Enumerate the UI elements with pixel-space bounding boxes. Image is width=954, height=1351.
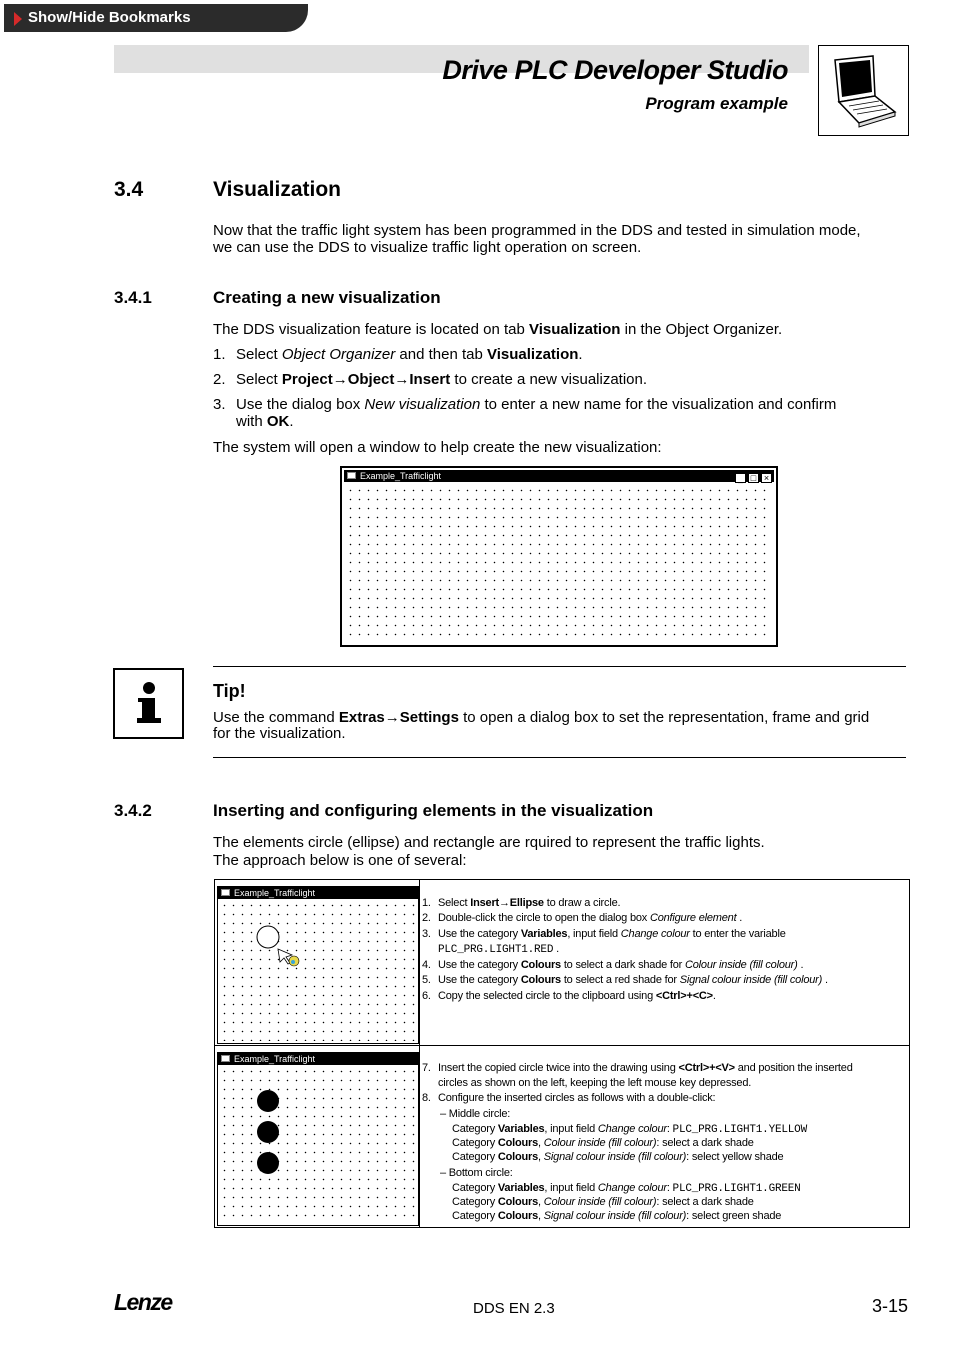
intro-line-1: Now that the traffic light system has been programmed in the DDS and tested in simulation mode, <box>213 222 861 239</box>
elements-intro-2: The approach below is one of several: <box>213 852 467 869</box>
tip-text-2: for the visualization. <box>213 725 346 742</box>
panel1-drawing <box>218 887 418 1043</box>
panel-step-8: 8. Configure the inserted circles as follows with a double-click: <box>422 1092 716 1104</box>
window-app-icon <box>347 472 356 479</box>
panel1-window-title: Example_Trafficlight <box>234 888 316 898</box>
tip-text-1: Use the command Extras→Settings to open a dialog box to set the representation, frame and grid <box>213 709 870 726</box>
panel-step-2: 2. Double-click the circle to open the dialog box Configure element . <box>422 912 743 924</box>
header-title: Drive PLC Developer Studio <box>442 55 788 85</box>
section-title: Visualization <box>213 178 341 201</box>
document-id: DDS EN 2.3 <box>473 1300 555 1317</box>
step-3: 3. Use the dialog box New visualization to enter a new name for the visualization and confirm with OK. <box>213 396 837 430</box>
elements-intro-1: The elements circle (ellipse) and rectangle are rquired to represent the traffic lights. <box>213 834 765 851</box>
steps-table <box>214 879 910 1228</box>
tip-top-rule <box>213 666 906 667</box>
bottom-circle-config: – Bottom circle: Category Variables, input field Change colour: PLC_PRG.LIGHT1.GREEN Category Colours, Colour inside (fill colour): select a dark shade Category Colours, Signal colour inside (fill colour): select green shade <box>440 1167 801 1222</box>
subsection-number-2: 3.4.2 <box>114 801 152 820</box>
arrow-right-icon <box>14 12 22 26</box>
window-titlebar <box>344 470 774 482</box>
header-subtitle: Program example <box>645 94 788 113</box>
panel2-window-title: Example_Trafficlight <box>234 1054 316 1064</box>
visualization-window <box>340 466 778 647</box>
panel-step-5: 5. Use the category Colours to select a red shade for Signal colour inside (fill colour) . <box>422 974 828 986</box>
step-1: 1. Select Object Organizer and then tab Visualization. <box>213 346 583 363</box>
page-number: 3-15 <box>872 1296 909 1316</box>
panel-step-4: 4. Use the category Colours to select a dark shade for Colour inside (fill colour) . <box>422 959 804 971</box>
subsection-title-2: Inserting and configuring elements in the visualization <box>213 801 654 820</box>
panel1-window <box>217 886 419 1044</box>
laptop-icon <box>818 45 909 136</box>
close-button[interactable]: × <box>761 473 772 483</box>
tip-heading: Tip! <box>213 681 246 701</box>
minimize-button[interactable]: _ <box>735 473 746 483</box>
show-hide-bookmarks-button[interactable] <box>4 4 308 32</box>
info-icon <box>113 668 184 739</box>
step-2: 2. Select Project→Object→Insert to create a new visualization. <box>213 371 648 388</box>
panel2-drawing <box>218 1053 418 1225</box>
panel-step-3: 3. Use the category Variables, input field Change colour to enter the variable PLC_PRG.LIGHT1.RED . <box>422 928 786 956</box>
section-number: 3.4 <box>114 178 144 201</box>
table-column-divider <box>419 880 420 1227</box>
panel-step-6: 6. Copy the selected circle to the clipboard using <Ctrl>+<C>. <box>422 990 716 1002</box>
visualization-intro: The DDS visualization feature is located on tab Visualization in the Object Organizer. <box>213 321 783 338</box>
lenze-logo: Lenze <box>114 1289 172 1315</box>
window-title: Example_Trafficlight <box>360 471 442 481</box>
visualization-grid <box>346 486 772 641</box>
bookmarks-label: Show/Hide Bookmarks <box>28 9 191 26</box>
tip-bottom-rule <box>213 757 906 758</box>
panel-step-7: 7. Insert the copied circle twice into the drawing using <Ctrl>+<V> and position the inserted circles as shown on the left, keeping the left mouse key depressed. <box>422 1062 853 1089</box>
subsection-number: 3.4.1 <box>114 288 152 307</box>
maximize-button[interactable]: □ <box>748 473 759 483</box>
panel-step-1: 1. Select Insert→Ellipse to draw a circle. <box>422 897 621 909</box>
intro-line-2: we can use the DDS to visualize traffic light operation on screen. <box>213 239 642 256</box>
subsection-title: Creating a new visualization <box>213 288 441 307</box>
middle-circle-config: – Middle circle: Category Variables, input field Change colour: PLC_PRG.LIGHT1.YELLOW Category Colours, Colour inside (fill colour): select a dark shade Category Colours, Signal colour inside (fill colour): select yellow shade <box>440 1108 807 1163</box>
panel2-window <box>217 1052 419 1226</box>
window-caption: The system will open a window to help create the new visualization: <box>213 439 662 456</box>
table-row-divider <box>215 1045 909 1046</box>
